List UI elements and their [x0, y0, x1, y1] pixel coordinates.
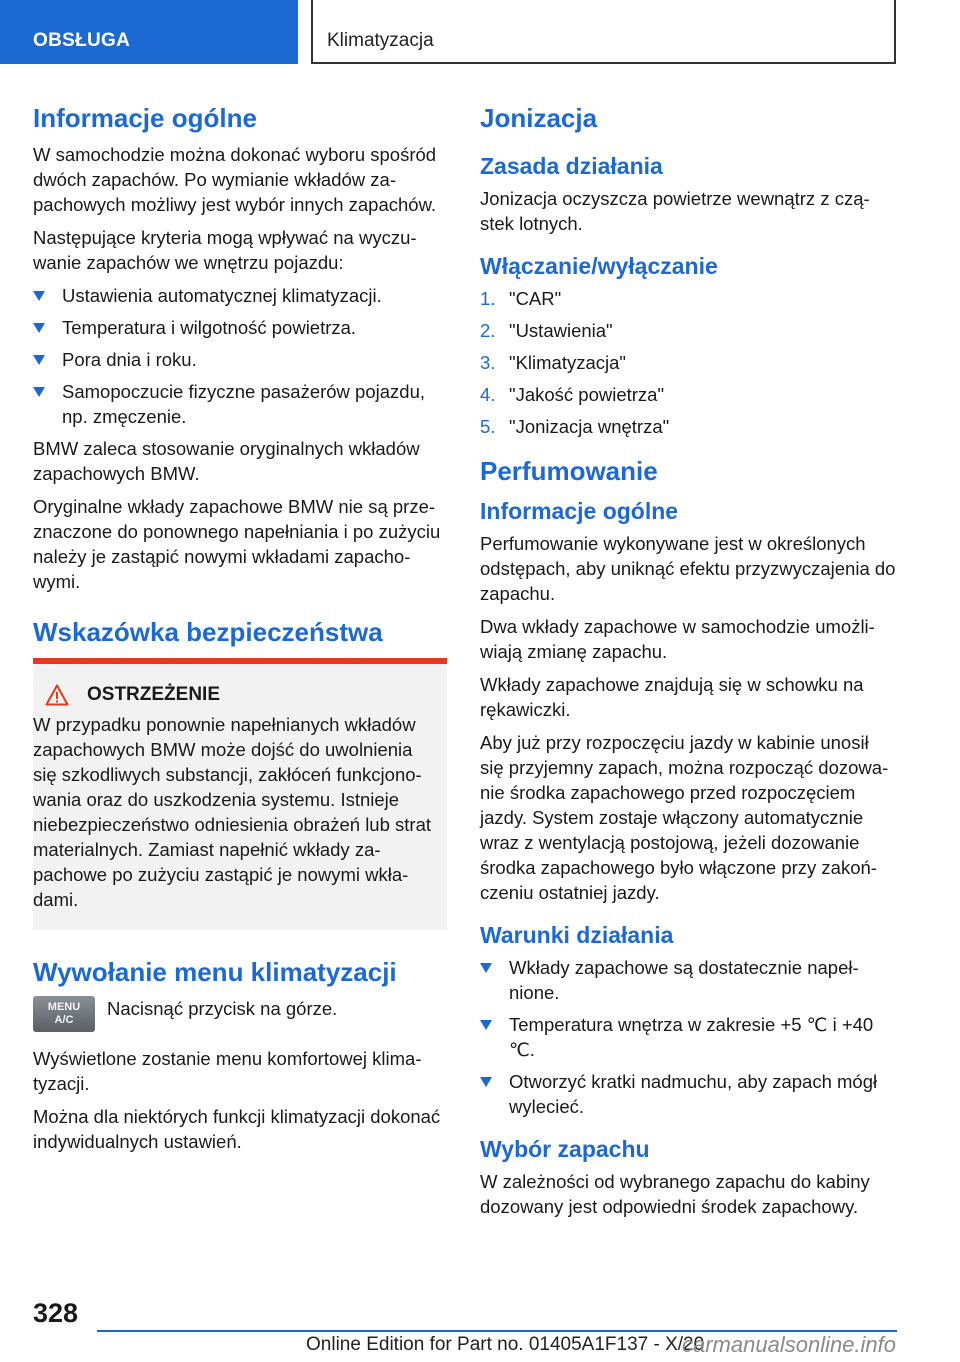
heading-on-off: Włączanie/wyłączanie	[480, 253, 718, 279]
paragraph: Perfumowanie wykonywane jest w określonych odstępach, aby uniknąć efektu przyzwyczajenia do zapachu.	[480, 533, 896, 604]
menu-ac-button: MENU A/C	[33, 996, 95, 1032]
page-number: 328	[33, 1298, 79, 1328]
list-item: 3. "Klimatyzacja"	[480, 352, 626, 373]
paragraph: Nacisnąć przycisk na górze.	[107, 998, 338, 1019]
paragraph: Można dla niektórych funkcji klimatyzacji dokonać indywidualnych ustawień.	[33, 1106, 441, 1152]
menu-instruction	[33, 996, 447, 1032]
paragraph: Jonizacja oczyszcza powietrze wewnątrz z cząstek lotnych.	[480, 188, 870, 234]
heading-perfume: Perfumowanie	[480, 456, 658, 486]
list-item: Samopoczucie fizyczne pasażerów pojazdu, np. zmęczenie.	[33, 379, 447, 429]
section-tab: OBSŁUGA	[0, 0, 298, 64]
heading-principle: Zasada działania	[480, 153, 663, 179]
triangle-bullet-icon	[33, 291, 45, 301]
paragraph: BMW zaleca stosowanie oryginalnych wkładów zapachowych BMW.	[33, 438, 420, 484]
paragraph: Wyświetlone zostanie menu komfortowej klimatyzacji.	[33, 1048, 422, 1094]
list-item: 5. "Jonizacja wnętrza"	[480, 416, 670, 437]
list-item: Otworzyć kratki nadmuchu, aby zapach mógł wylecieć.	[480, 1069, 896, 1119]
warning-triangle-icon	[45, 684, 69, 706]
conditions-list	[480, 955, 896, 1119]
edition-text: Online Edition for Part no. 01405A1F137 - X/20	[306, 1334, 705, 1355]
list-item: 2. "Ustawienia"	[480, 320, 613, 341]
paragraph: Oryginalne wkłady zapachowe BMW nie są przeznaczone do ponownego napełniania i po zużyciu należy je zastąpić nowymi wkładami zapachowymi.	[33, 496, 441, 592]
heading-fragrance-choice: Wybór zapachu	[480, 1136, 650, 1162]
paragraph: Aby już przy rozpoczęciu jazdy w kabinie unosił się przyjemny zapach, można rozpocząć dozowanie środka zapachowego przed rozpoczęciem jazdy. System zostaje włączony automatycznie wraz z wentylacją postojową, jeżeli dozowanie środka zapachowego było włączone przy zakończeniu ostatniej jazdy.	[480, 732, 889, 903]
triangle-bullet-icon	[480, 1077, 492, 1087]
triangle-bullet-icon	[33, 323, 45, 333]
paragraph: W zależności od wybranego zapachu do kabiny dozowany jest odpowiedni środek zapachowy.	[480, 1171, 870, 1217]
warning-text: W przypadku ponownie napełnianych wkładów zapachowych BMW może dojść do uwolnienia się szkodliwych substancji, zakłóceń funkcjonowania oraz do uszkodzenia systemu. Istnieje niebezpieczeństwo odniesienia obrażeń lub strat materialnych. Zamiast napełnić wkłady zapachowe po zużyciu zastąpić je nowymi wkładami.	[33, 714, 432, 910]
triangle-bullet-icon	[33, 355, 45, 365]
list-item: Ustawienia automatycznej klimatyzacji.	[33, 283, 447, 308]
triangle-bullet-icon	[480, 963, 492, 973]
heading-ionization: Jonizacja	[480, 103, 598, 133]
steps-list	[480, 286, 896, 439]
list-item: Wkłady zapachowe są dostatecznie napełnione.	[480, 955, 896, 1005]
paragraph: Wkłady zapachowe znajdują się w schowku na rękawiczki.	[480, 674, 864, 720]
list-item: Temperatura wnętrza w zakresie +5 ℃ i +40 ℃.	[480, 1012, 896, 1062]
heading-general-info: Informacje ogólne	[33, 103, 257, 133]
paragraph: Dwa wkłady zapachowe w samochodzie umożliwiają zmianę zapachu.	[480, 616, 875, 662]
criteria-list	[33, 283, 447, 429]
heading-safety: Wskazówka bezpieczeństwa	[33, 617, 383, 647]
heading-conditions: Warunki działania	[480, 922, 674, 948]
chapter-title: Klimatyzacja	[311, 0, 896, 64]
triangle-bullet-icon	[480, 1020, 492, 1030]
list-item: Pora dnia i roku.	[33, 347, 447, 372]
warning-title: OSTRZEŻENIE	[33, 684, 435, 706]
right-column	[480, 100, 896, 1227]
heading-menu: Wywołanie menu klimatyzacji	[33, 957, 397, 987]
paragraph: W samochodzie można dokonać wyboru spośród dwóch zapachów. Po wymianie wkładów zapachowych możliwy jest wybór innych zapachów.	[33, 144, 437, 215]
list-item: 4. "Jakość powietrza"	[480, 384, 665, 405]
left-column	[33, 100, 447, 1162]
list-item: Temperatura i wilgotność powietrza.	[33, 315, 447, 340]
warning-box	[33, 658, 447, 930]
triangle-bullet-icon	[33, 387, 45, 397]
watermark: carmanualsonline.info	[682, 1332, 897, 1357]
paragraph: Następujące kryteria mogą wpływać na wyczuwanie zapachów we wnętrzu pojazdu:	[33, 227, 417, 273]
list-item: 1. "CAR"	[480, 288, 562, 309]
heading-general-info-2: Informacje ogólne	[480, 498, 679, 524]
